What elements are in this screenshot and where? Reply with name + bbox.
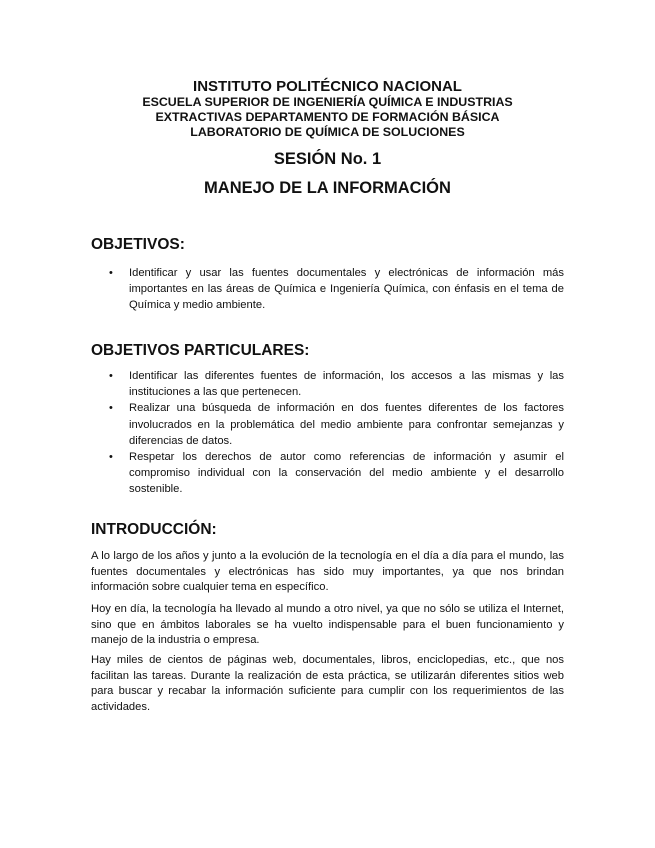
objective-text: Identificar y usar las fuentes documentales y electrónicas de información más importantes en las áreas de Química e Ingeniería Química, con énfasis en el tema de Química y medio ambiente.	[129, 267, 564, 312]
list-item	[104, 368, 564, 400]
bullet-icon: •	[109, 451, 113, 464]
particular-objective-text: Identificar las diferentes fuentes de información, los accesos a las mismas y las instituciones a las que pertenecen.	[129, 370, 564, 399]
list-item	[104, 400, 564, 449]
document-title: MANEJO DE LA INFORMACIÓN	[204, 179, 451, 197]
bullet-icon: •	[109, 402, 113, 415]
introduction-paragraph: Hay miles de cientos de páginas web, documentales, libros, enciclopedias, etc., que nos facilitan las tareas. Durante la realización de esta práctica, se utilizarán diferentes sitios web para buscar y recabar la información suficiente para cumplir con los requerimientos de las actividades.	[91, 654, 564, 713]
department-line: EXTRACTIVAS DEPARTAMENTO DE FORMACIÓN BÁSICA	[155, 110, 500, 124]
school-line: ESCUELA SUPERIOR DE INGENIERÍA QUÍMICA E INDUSTRIAS	[142, 95, 513, 109]
list-item	[104, 449, 564, 498]
introduction-heading: INTRODUCCIÓN:	[91, 521, 217, 538]
particular-objective-text: Realizar una búsqueda de información en dos fuentes diferentes de los factores involucrados en la problemática del medio ambiente para confrontar semejanzas y diferencias de datos.	[129, 402, 564, 447]
introduction-paragraph: Hoy en día, la tecnología ha llevado al mundo a otro nivel, ya que no sólo se utiliza el Internet, sino que en ámbitos laborales se ha vuelto indispensable para el buen funcionamiento y manejo de la industria o empresa.	[91, 603, 564, 647]
laboratory-line: LABORATORIO DE QUÍMICA DE SOLUCIONES	[190, 125, 465, 139]
bullet-icon: •	[109, 267, 113, 279]
list-item	[104, 265, 564, 314]
document-header	[0, 78, 655, 140]
institution-name: INSTITUTO POLITÉCNICO NACIONAL	[193, 78, 462, 95]
bullet-icon: •	[109, 370, 113, 382]
particular-objectives-heading: OBJETIVOS PARTICULARES:	[91, 342, 310, 359]
session-number: SESIÓN No. 1	[273, 150, 382, 168]
particular-objective-text: Respetar los derechos de autor como referencias de información y asumir el compromiso individual con la conservación del medio ambiente y el desarrollo sostenible.	[129, 451, 564, 496]
objectives-heading: OBJETIVOS:	[91, 236, 185, 253]
objectives-list	[104, 265, 564, 314]
particular-objectives-list	[104, 368, 564, 498]
introduction-paragraph: A lo largo de los años y junto a la evolución de la tecnología en el día a día para el mundo, las fuentes documentales y electrónicas has sido muy importantes, ya que nos brindan información sobre cualquier tema en específico.	[91, 550, 564, 594]
